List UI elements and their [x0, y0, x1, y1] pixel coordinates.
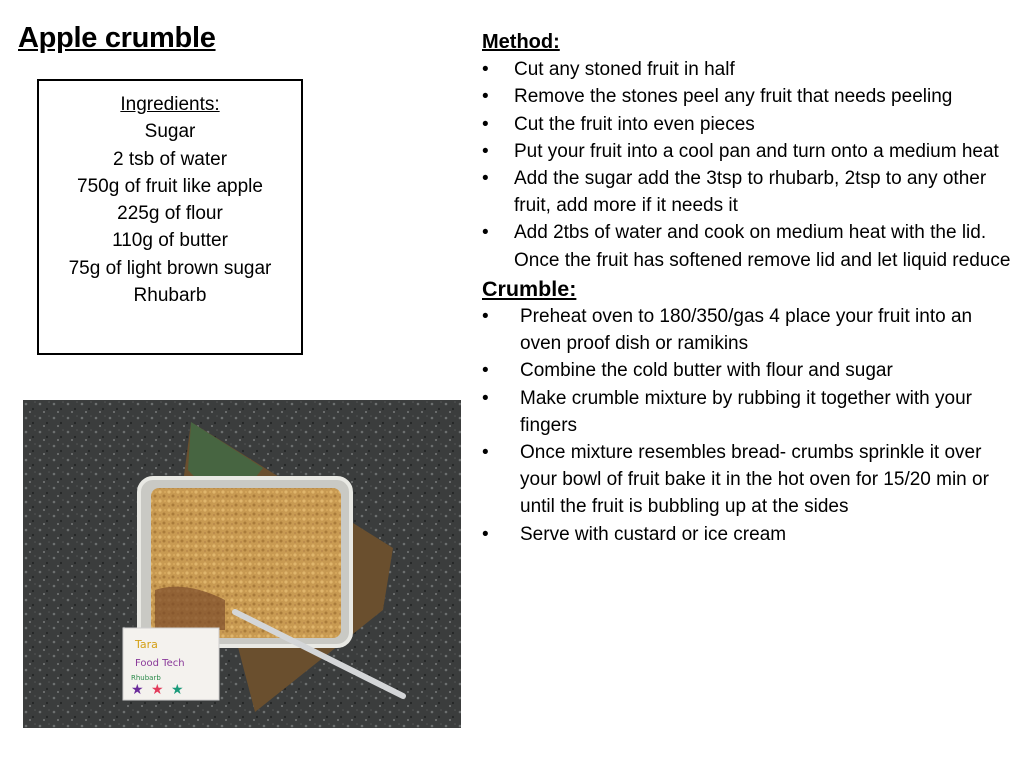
crumble-step-text: Once mixture resembles bread- crumbs sprinkle it over your bowl of fruit bake it in the hot oven for 15/20 min or until the fruit is bubbling up at the sides: [520, 442, 989, 518]
crumble-step: [482, 439, 1012, 521]
method-step: [482, 56, 1012, 83]
method-step-text: Put your fruit into a cool pan and turn onto a medium heat: [514, 140, 999, 162]
star-icon: ★: [171, 681, 184, 697]
method-step: [482, 165, 1012, 219]
bullet: •: [482, 59, 489, 81]
bullet: •: [482, 523, 489, 545]
name-card-name: Tara: [135, 638, 158, 651]
method-heading: Method:: [482, 31, 560, 53]
bullet: •: [482, 86, 489, 108]
method-step: [482, 138, 1012, 165]
crumble-heading: Crumble:: [482, 276, 577, 301]
ingredient-item: 110g of butter: [112, 230, 228, 252]
name-card: [123, 628, 219, 700]
crumble-step: [482, 357, 1012, 384]
crumble-step-text: Serve with custard or ice cream: [520, 523, 787, 545]
page-title: Apple crumble: [18, 22, 216, 54]
ingredients-box: [37, 79, 303, 355]
method-step-text: Remove the stones peel any fruit that needs peeling: [514, 86, 953, 108]
method-step: [482, 111, 1012, 138]
bullet: •: [482, 168, 489, 190]
bullet: •: [482, 222, 489, 244]
crumble-step: [482, 303, 1012, 357]
name-card-dish: Rhubarb: [131, 674, 161, 682]
bullet: •: [482, 442, 489, 464]
crumble-step: [482, 521, 1012, 548]
bullet: •: [482, 140, 489, 162]
bullet: •: [482, 387, 489, 409]
bullet: •: [482, 306, 489, 328]
method-step: [482, 83, 1012, 110]
instructions-column: [482, 29, 1012, 548]
crumble-photo: [23, 400, 461, 728]
crumble-list: [482, 303, 1012, 548]
method-step-text: Add the sugar add the 3tsp to rhubarb, 2tsp to any other fruit, add more if it needs it: [514, 168, 987, 217]
ingredient-item: Rhubarb: [133, 285, 207, 307]
ingredients-heading: Ingredients:: [120, 94, 220, 115]
method-step-text: Add 2tbs of water and cook on medium heat with the lid. Once the fruit has softened remove lid and let liquid reduce: [514, 222, 1011, 271]
method-step-text: Cut any stoned fruit in half: [514, 59, 735, 81]
name-card-subject: Food Tech: [135, 658, 185, 669]
method-step: [482, 219, 1012, 273]
bullet: •: [482, 113, 489, 135]
crumble-step-text: Make crumble mixture by rubbing it together with your fingers: [520, 387, 972, 436]
ingredient-item: 75g of light brown sugar: [68, 257, 272, 279]
crumble-step-text: Combine the cold butter with flour and sugar: [520, 360, 893, 382]
method-step-text: Cut the fruit into even pieces: [514, 113, 755, 135]
ingredient-item: 750g of fruit like apple: [77, 175, 263, 197]
crumble-step-text: Preheat oven to 180/350/gas 4 place your fruit into an oven proof dish or ramikins: [520, 306, 973, 355]
star-icon: ★: [131, 681, 144, 697]
crumble-step: [482, 385, 1012, 439]
star-icon: ★: [151, 681, 164, 697]
ingredient-item: Sugar: [144, 121, 196, 143]
ingredient-item: 225g of flour: [117, 203, 223, 225]
bullet: •: [482, 360, 489, 382]
ingredient-item: 2 tsb of water: [112, 148, 228, 170]
method-list: [482, 56, 1012, 274]
